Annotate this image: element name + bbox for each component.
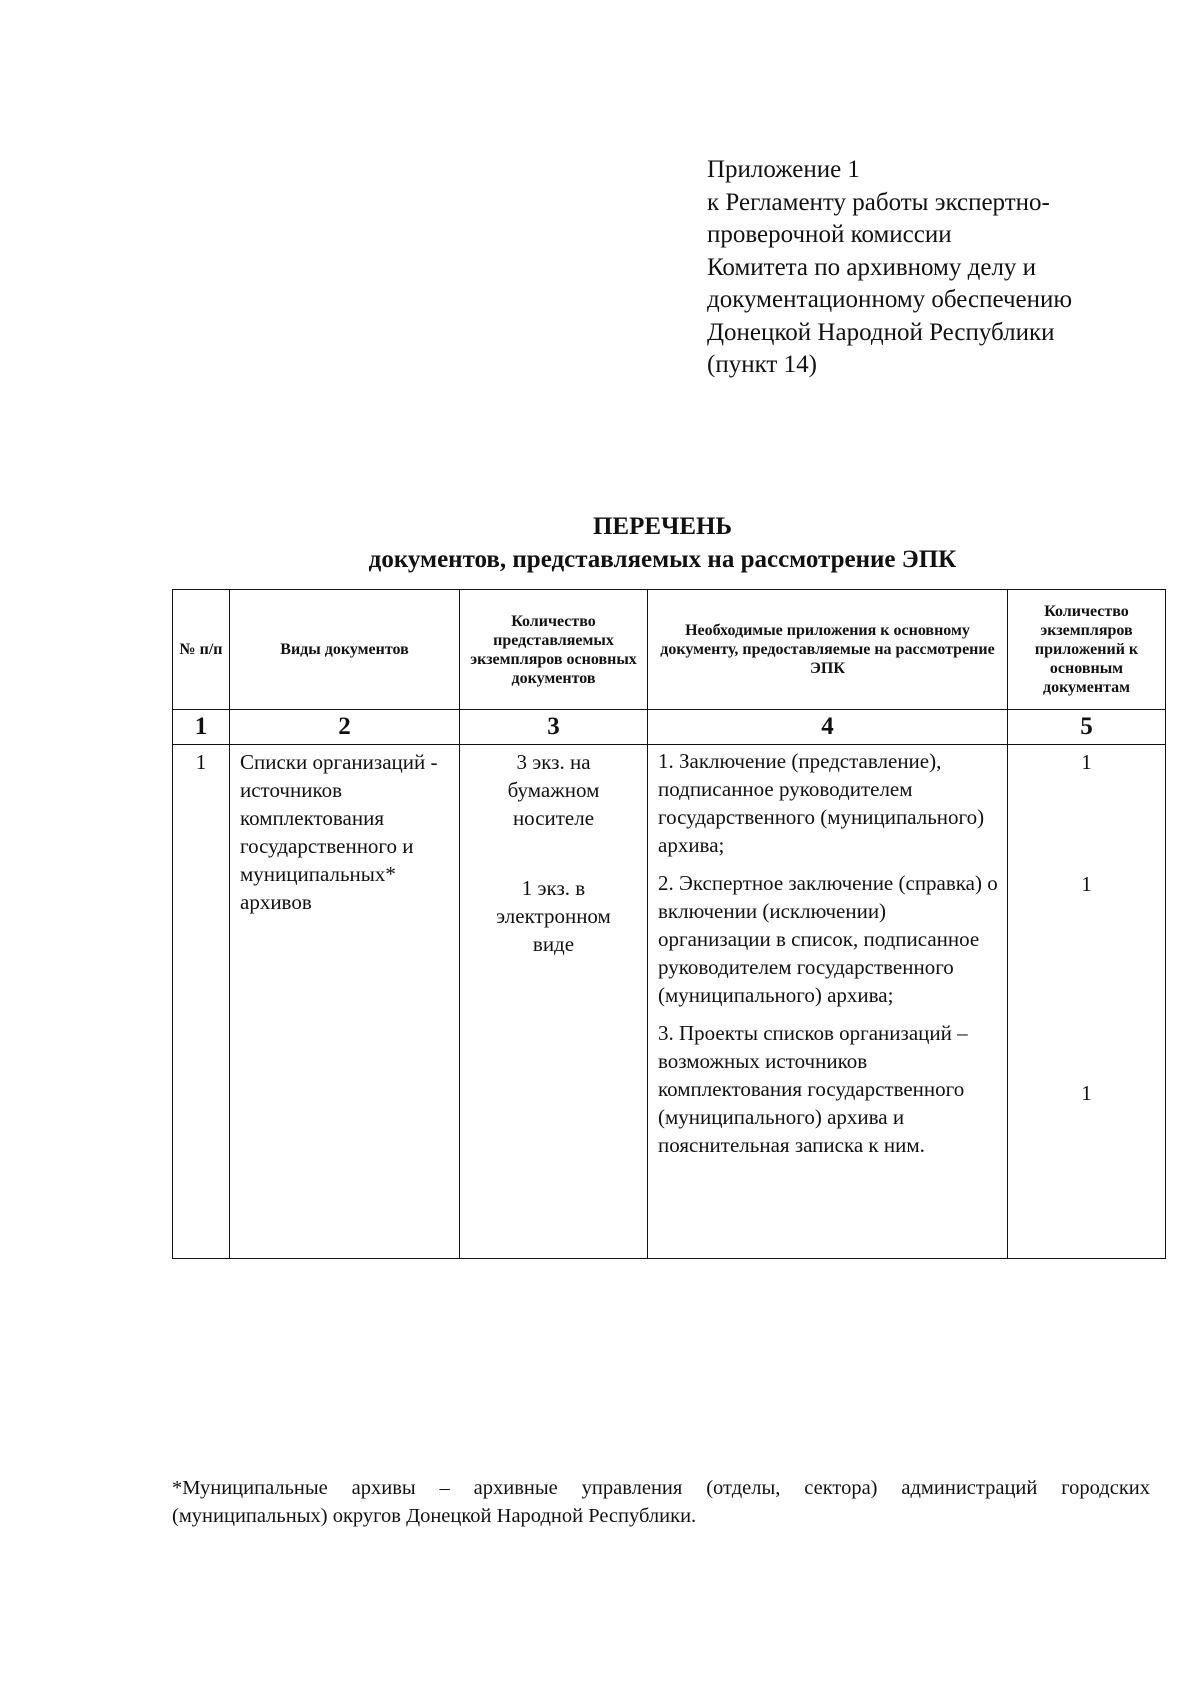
documents-table <box>172 589 1166 1259</box>
annex-block <box>707 154 1147 382</box>
attachment-count: 1 <box>1081 872 1092 896</box>
footnote: *Муниципальные архивы – архивные управления (отделы, сектора) администраций городских (муниципальных) округов Донецкой Народной Республики. <box>172 1477 1150 1527</box>
header-copies: Количество представляемых экземпляров основных документов <box>460 590 648 710</box>
annex-line: проверочной комиссии <box>707 221 952 248</box>
row-number: 1 <box>173 745 230 1259</box>
annex-line: Приложение 1 <box>707 156 860 183</box>
copies-cell <box>460 745 648 1259</box>
attachment-item: 1. Заключение (представление), подписанное руководителем государственного (муниципального) архива; <box>658 749 985 857</box>
annex-line: документационному обеспечению <box>707 286 1073 313</box>
attachments-cell <box>648 745 1008 1259</box>
attachment-count: 1 <box>1081 1081 1092 1105</box>
header-num: № п/п <box>173 590 230 710</box>
annex-line: к Регламенту работы экспертно- <box>707 188 1050 216</box>
header-attachments: Необходимые приложения к основному документу, предоставляемые на рассмотрение ЭПК <box>648 590 1008 710</box>
annex-line: Комитета по архивному делу и <box>707 253 1037 281</box>
annex-line: (пункт 14) <box>707 351 817 378</box>
attachment-item: 3. Проекты списков организаций – возможных источников комплектования государственного (муниципального) архива и пояснительная записка к ним. <box>658 1021 968 1157</box>
column-number: 4 <box>648 710 1008 745</box>
column-number: 1 <box>173 710 230 745</box>
table-header-row <box>173 590 1166 710</box>
column-number: 5 <box>1008 710 1166 745</box>
annex-line: Донецкой Народной Республики <box>707 318 1055 346</box>
header-doc-type: Виды документов <box>230 590 460 710</box>
copies-paper: 3 экз. на бумажном носителе <box>507 750 600 830</box>
attachment-item: 2. Экспертное заключение (справка) о включении (исключении) организации в список, подписанное руководителем государственного (муниципального) архива; <box>658 871 998 1007</box>
column-number-row <box>173 710 1166 745</box>
attachment-count: 1 <box>1081 750 1092 774</box>
column-number: 3 <box>460 710 648 745</box>
doc-type-cell: Списки организаций - источников комплектования государственного и муниципальных* архивов <box>230 745 460 1259</box>
header-attachment-copies: Количество экземпляров приложений к основным документам <box>1008 590 1166 710</box>
column-number: 2 <box>230 710 460 745</box>
title-line-2: документов, представляемых на рассмотрение ЭПК <box>368 546 957 573</box>
table-row <box>173 745 1166 1259</box>
copies-electronic: 1 экз. в электронном виде <box>496 876 611 956</box>
title-line-1: ПЕРЕЧЕНЬ <box>592 513 733 540</box>
attachment-counts-cell <box>1008 745 1166 1259</box>
document-title <box>170 510 1155 576</box>
